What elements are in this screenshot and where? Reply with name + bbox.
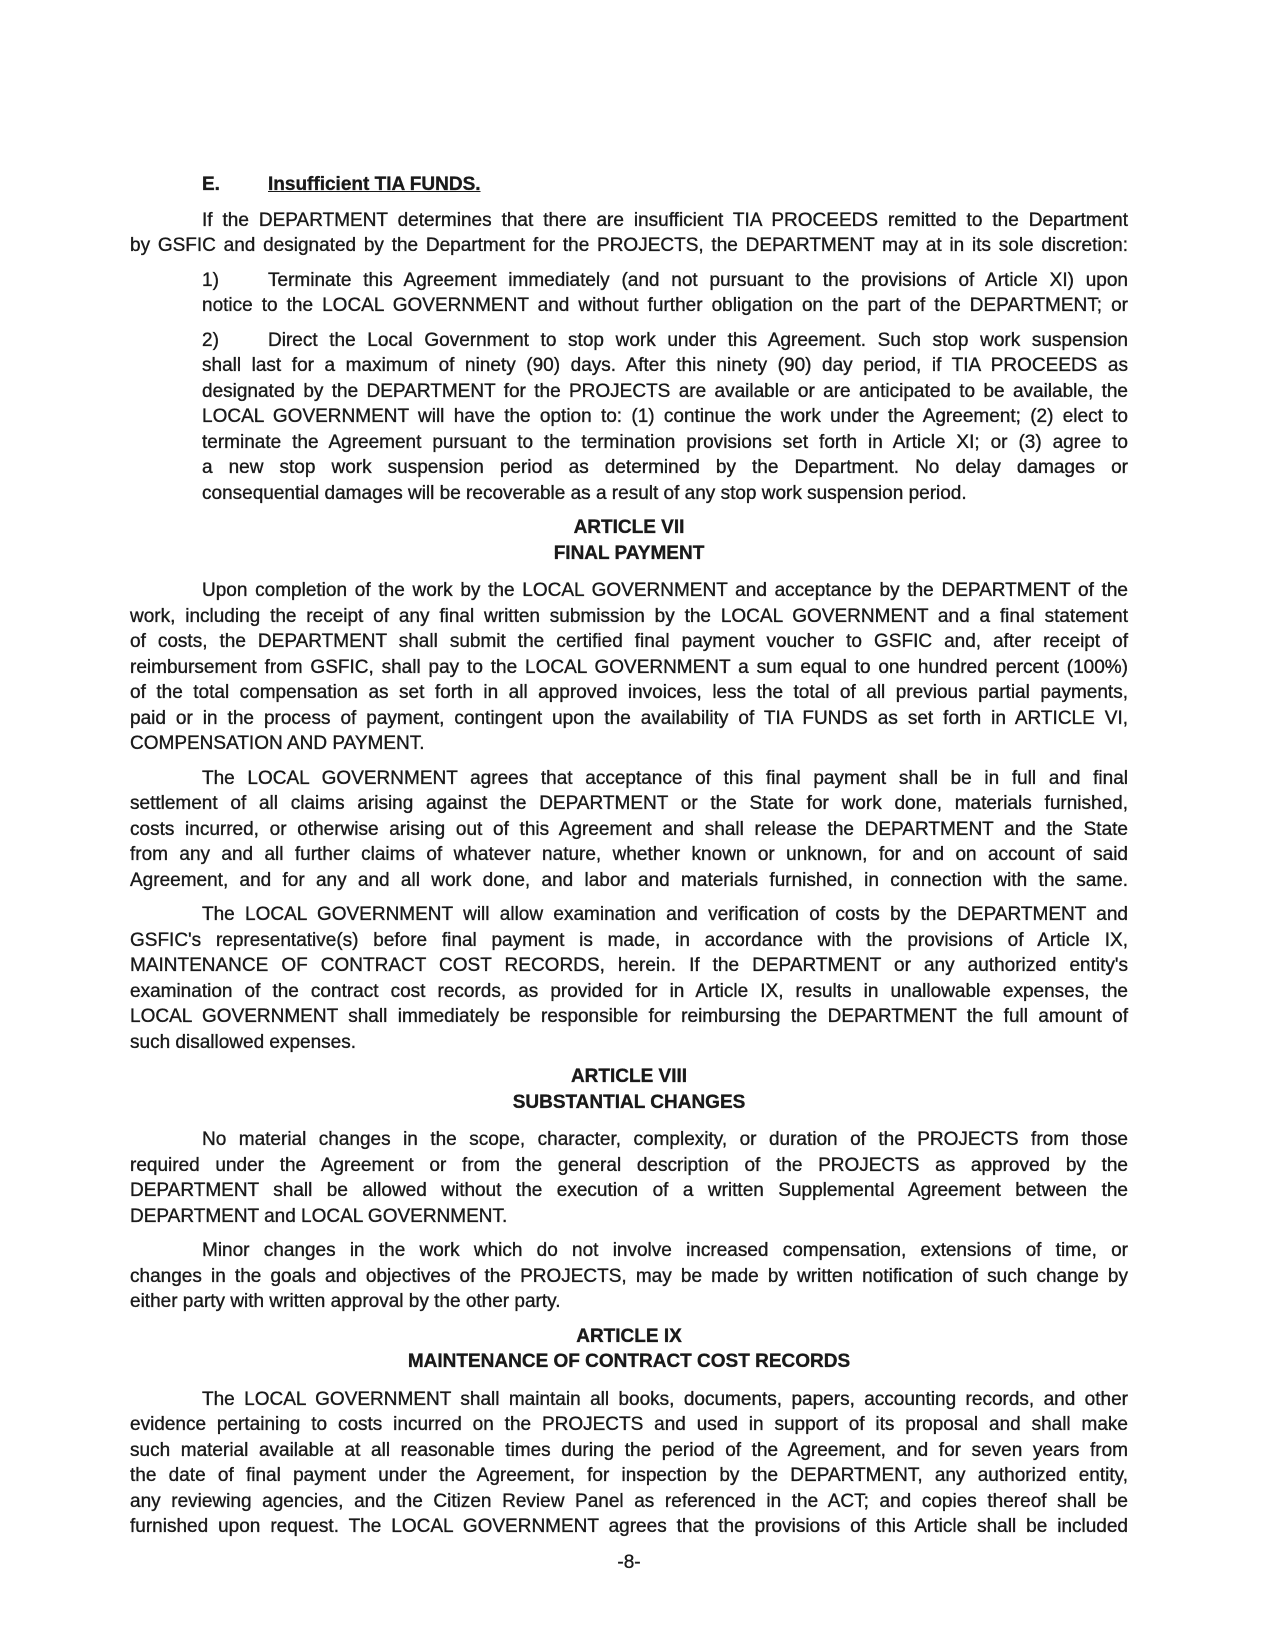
list-item-number: 2) (202, 329, 219, 351)
text-line: No material changes in the scope, character, complexity, or duration of the PROJECTS from those (202, 1129, 1128, 1150)
text-line: The LOCAL GOVERNMENT shall maintain all books, documents, papers, accounting records, and other (202, 1388, 1128, 1410)
text-line: of the total compensation as set forth in all approved invoices, less the total of all previous partial payments, (130, 682, 1128, 703)
text-line: a new stop work suspension period as determined by the Department. No delay damages or (202, 457, 1128, 478)
article-heading-line: MAINTENANCE OF CONTRACT COST RECORDS (407, 1351, 851, 1372)
article-heading-line: ARTICLE VII (573, 517, 685, 538)
text-line: from any and all further claims of whatever nature, whether known or unknown, for and on account of said (130, 844, 1128, 865)
text-line: terminate the Agreement pursuant to the termination provisions set forth in Article XI; or (3) agree to (202, 431, 1128, 453)
text-line: evidence pertaining to costs incurred on the PROJECTS and used in support of its proposal and shall make (130, 1414, 1128, 1435)
text-line: designated by the DEPARTMENT for the PROJECTS are available or are anticipated to be available, the (202, 380, 1128, 402)
text-line: examination of the contract cost records, as provided for in Article IX, results in unallowable expenses, the (130, 980, 1128, 1002)
article-heading (130, 515, 1128, 566)
text-line: The LOCAL GOVERNMENT agrees that acceptance of this final payment shall be in full and final (202, 767, 1128, 789)
text-line: Agreement, and for any and all work done, and labor and materials furnished, in connection with the same. (130, 869, 1128, 891)
paragraph (130, 208, 1128, 259)
section-label: E. (202, 174, 220, 195)
text-line: MAINTENANCE OF CONTRACT COST RECORDS, herein. If the DEPARTMENT or any authorized entity's (130, 955, 1128, 976)
text-line: settlement of all claims arising against the DEPARTMENT or the State for work done, materials furnished, (130, 793, 1128, 814)
article-heading-line: SUBSTANTIAL CHANGES (512, 1091, 746, 1113)
page-number: -8- (617, 1551, 641, 1573)
text-line: Minor changes in the work which do not involve increased compensation, extensions of time, or (202, 1240, 1128, 1261)
paragraph (130, 902, 1128, 1055)
text-line: DEPARTMENT shall be allowed without the execution of a written Supplemental Agreement between the (130, 1180, 1128, 1201)
text-line: The LOCAL GOVERNMENT will allow examination and verification of costs by the DEPARTMENT and (202, 904, 1128, 925)
text-line: Terminate this Agreement immediately (and not pursuant to the provisions of Article XI) upon (268, 269, 1128, 291)
text-line: such disallowed expenses. (130, 1031, 357, 1053)
text-line: shall last for a maximum of ninety (90) days. After this ninety (90) day period, if TIA PROCEEDS as (202, 355, 1128, 376)
section-heading (130, 172, 1128, 198)
paragraph (130, 1238, 1128, 1315)
text-line: of costs, the DEPARTMENT shall submit the certified final payment voucher to GSFIC and, after receipt of (130, 631, 1128, 652)
text-line: notice to the LOCAL GOVERNMENT and without further obligation on the part of the DEPARTMENT; or (202, 295, 1128, 316)
text-line: either party with written approval by the other party. (130, 1291, 561, 1312)
text-line: Upon completion of the work by the LOCAL GOVERNMENT and acceptance by the DEPARTMENT of the (202, 580, 1128, 601)
text-line: changes in the goals and objectives of the PROJECTS, may be made by written notification of such change by (130, 1265, 1128, 1287)
text-line: consequential damages will be recoverable as a result of any stop work suspension period. (202, 482, 967, 504)
text-line: any reviewing agencies, and the Citizen Review Panel as referenced in the ACT; and copies thereof shall be (130, 1490, 1128, 1512)
text-line: by GSFIC and designated by the Department for the PROJECTS, the DEPARTMENT may at in its sole discretion: (130, 235, 1128, 256)
text-line: LOCAL GOVERNMENT will have the option to: (1) continue the work under the Agreement; (2) elect to (202, 406, 1128, 427)
text-line: DEPARTMENT and LOCAL GOVERNMENT. (130, 1205, 508, 1227)
list-item (130, 328, 1128, 507)
text-line: such material available at all reasonable times during the period of the Agreement, and for seven years from (130, 1439, 1128, 1461)
article-heading (130, 1064, 1128, 1115)
text-line: paid or in the process of payment, contingent upon the availability of TIA FUNDS as set forth in ARTICLE VI, (130, 707, 1128, 729)
article-heading-line: ARTICLE IX (576, 1325, 682, 1347)
text-line: the date of final payment under the Agreement, for inspection by the DEPARTMENT, any authorized entity, (130, 1465, 1128, 1486)
paragraph (130, 578, 1128, 757)
text-line: work, including the receipt of any final written submission by the LOCAL GOVERNMENT and a final statement (130, 605, 1128, 627)
text-line: GSFIC's representative(s) before final payment is made, in accordance with the provisions of Article IX, (130, 929, 1128, 951)
text-line: required under the Agreement or from the general description of the PROJECTS as approved by the (130, 1154, 1128, 1176)
article-heading (130, 1324, 1128, 1375)
text-line: COMPENSATION AND PAYMENT. (130, 733, 425, 754)
text-line: reimbursement from GSFIC, shall pay to the LOCAL GOVERNMENT a sum equal to one hundred percent (100%) (130, 656, 1128, 678)
section-title: Insufficient TIA FUNDS. (268, 174, 481, 195)
text-line: costs incurred, or otherwise arising out of this Agreement and shall release the DEPARTMENT and the State (130, 818, 1128, 840)
list-item-number: 1) (202, 269, 219, 291)
paragraph (130, 1127, 1128, 1229)
text-line: furnished upon request. The LOCAL GOVERNMENT agrees that the provisions of this Article shall be included (130, 1516, 1128, 1537)
article-heading-line: FINAL PAYMENT (553, 542, 705, 564)
article-heading-line: ARTICLE VIII (570, 1066, 688, 1087)
text-line: If the DEPARTMENT determines that there are insufficient TIA PROCEEDS remitted to the Department (202, 209, 1128, 231)
text-line: Direct the Local Government to stop work under this Agreement. Such stop work suspension (268, 329, 1128, 351)
document-content (130, 172, 1128, 1540)
paragraph (130, 1387, 1128, 1540)
paragraph (130, 766, 1128, 894)
text-line: LOCAL GOVERNMENT shall immediately be responsible for reimbursing the DEPARTMENT the full amount of (130, 1006, 1128, 1027)
list-item (130, 268, 1128, 319)
